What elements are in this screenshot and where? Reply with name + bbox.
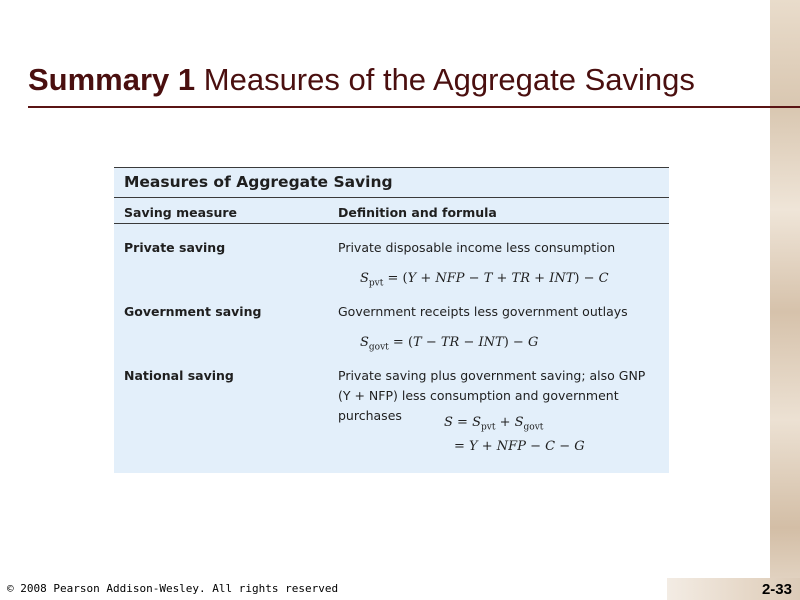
row-name-national-saving: National saving — [124, 368, 234, 383]
column-header-definition: Definition and formula — [338, 205, 497, 220]
formula-government-saving: $S_{govt} = (T$ − TR − INT) − G — [360, 335, 539, 353]
copyright-footer: © 2008 Pearson Addison-Wesley. All rights reserved — [7, 582, 339, 595]
slide-title-text: Measures of the Aggregate Savings — [203, 62, 695, 97]
row-name-government-saving: Government saving — [124, 304, 262, 319]
formula-national-saving-line2: = Y + NFP − C − G — [454, 439, 585, 454]
page-number: 2-33 — [761, 581, 792, 598]
row-definition-government-saving: Government receipts less government outlays — [338, 304, 628, 319]
row-definition-private-saving: Private disposable income less consumption — [338, 240, 616, 255]
table-top-border — [114, 167, 669, 168]
formula-private-saving: $S_{pvt} = (Y$ + NFP − T + TR + INT) − C — [360, 271, 609, 289]
row-name-private-saving: Private saving — [124, 240, 226, 255]
formula-national-saving-line1: $S = S_{pvt} + S_{govt}$ — [444, 415, 544, 433]
marble-border-decoration — [770, 0, 800, 600]
table-header-divider — [114, 223, 669, 224]
column-header-measure: Saving measure — [124, 205, 237, 220]
slide-title — [28, 62, 695, 98]
slide-title-bold: Summary 1 — [28, 62, 196, 97]
row-definition-national-saving: Private saving plus government saving; also GNP (Y + NFP) less consumption and government purchases — [338, 368, 646, 423]
title-underline — [28, 106, 800, 108]
table-title-divider — [114, 197, 669, 198]
saving-measures-table — [114, 167, 669, 473]
table-title: Measures of Aggregate Saving — [124, 173, 393, 191]
page-number-box — [667, 578, 800, 600]
